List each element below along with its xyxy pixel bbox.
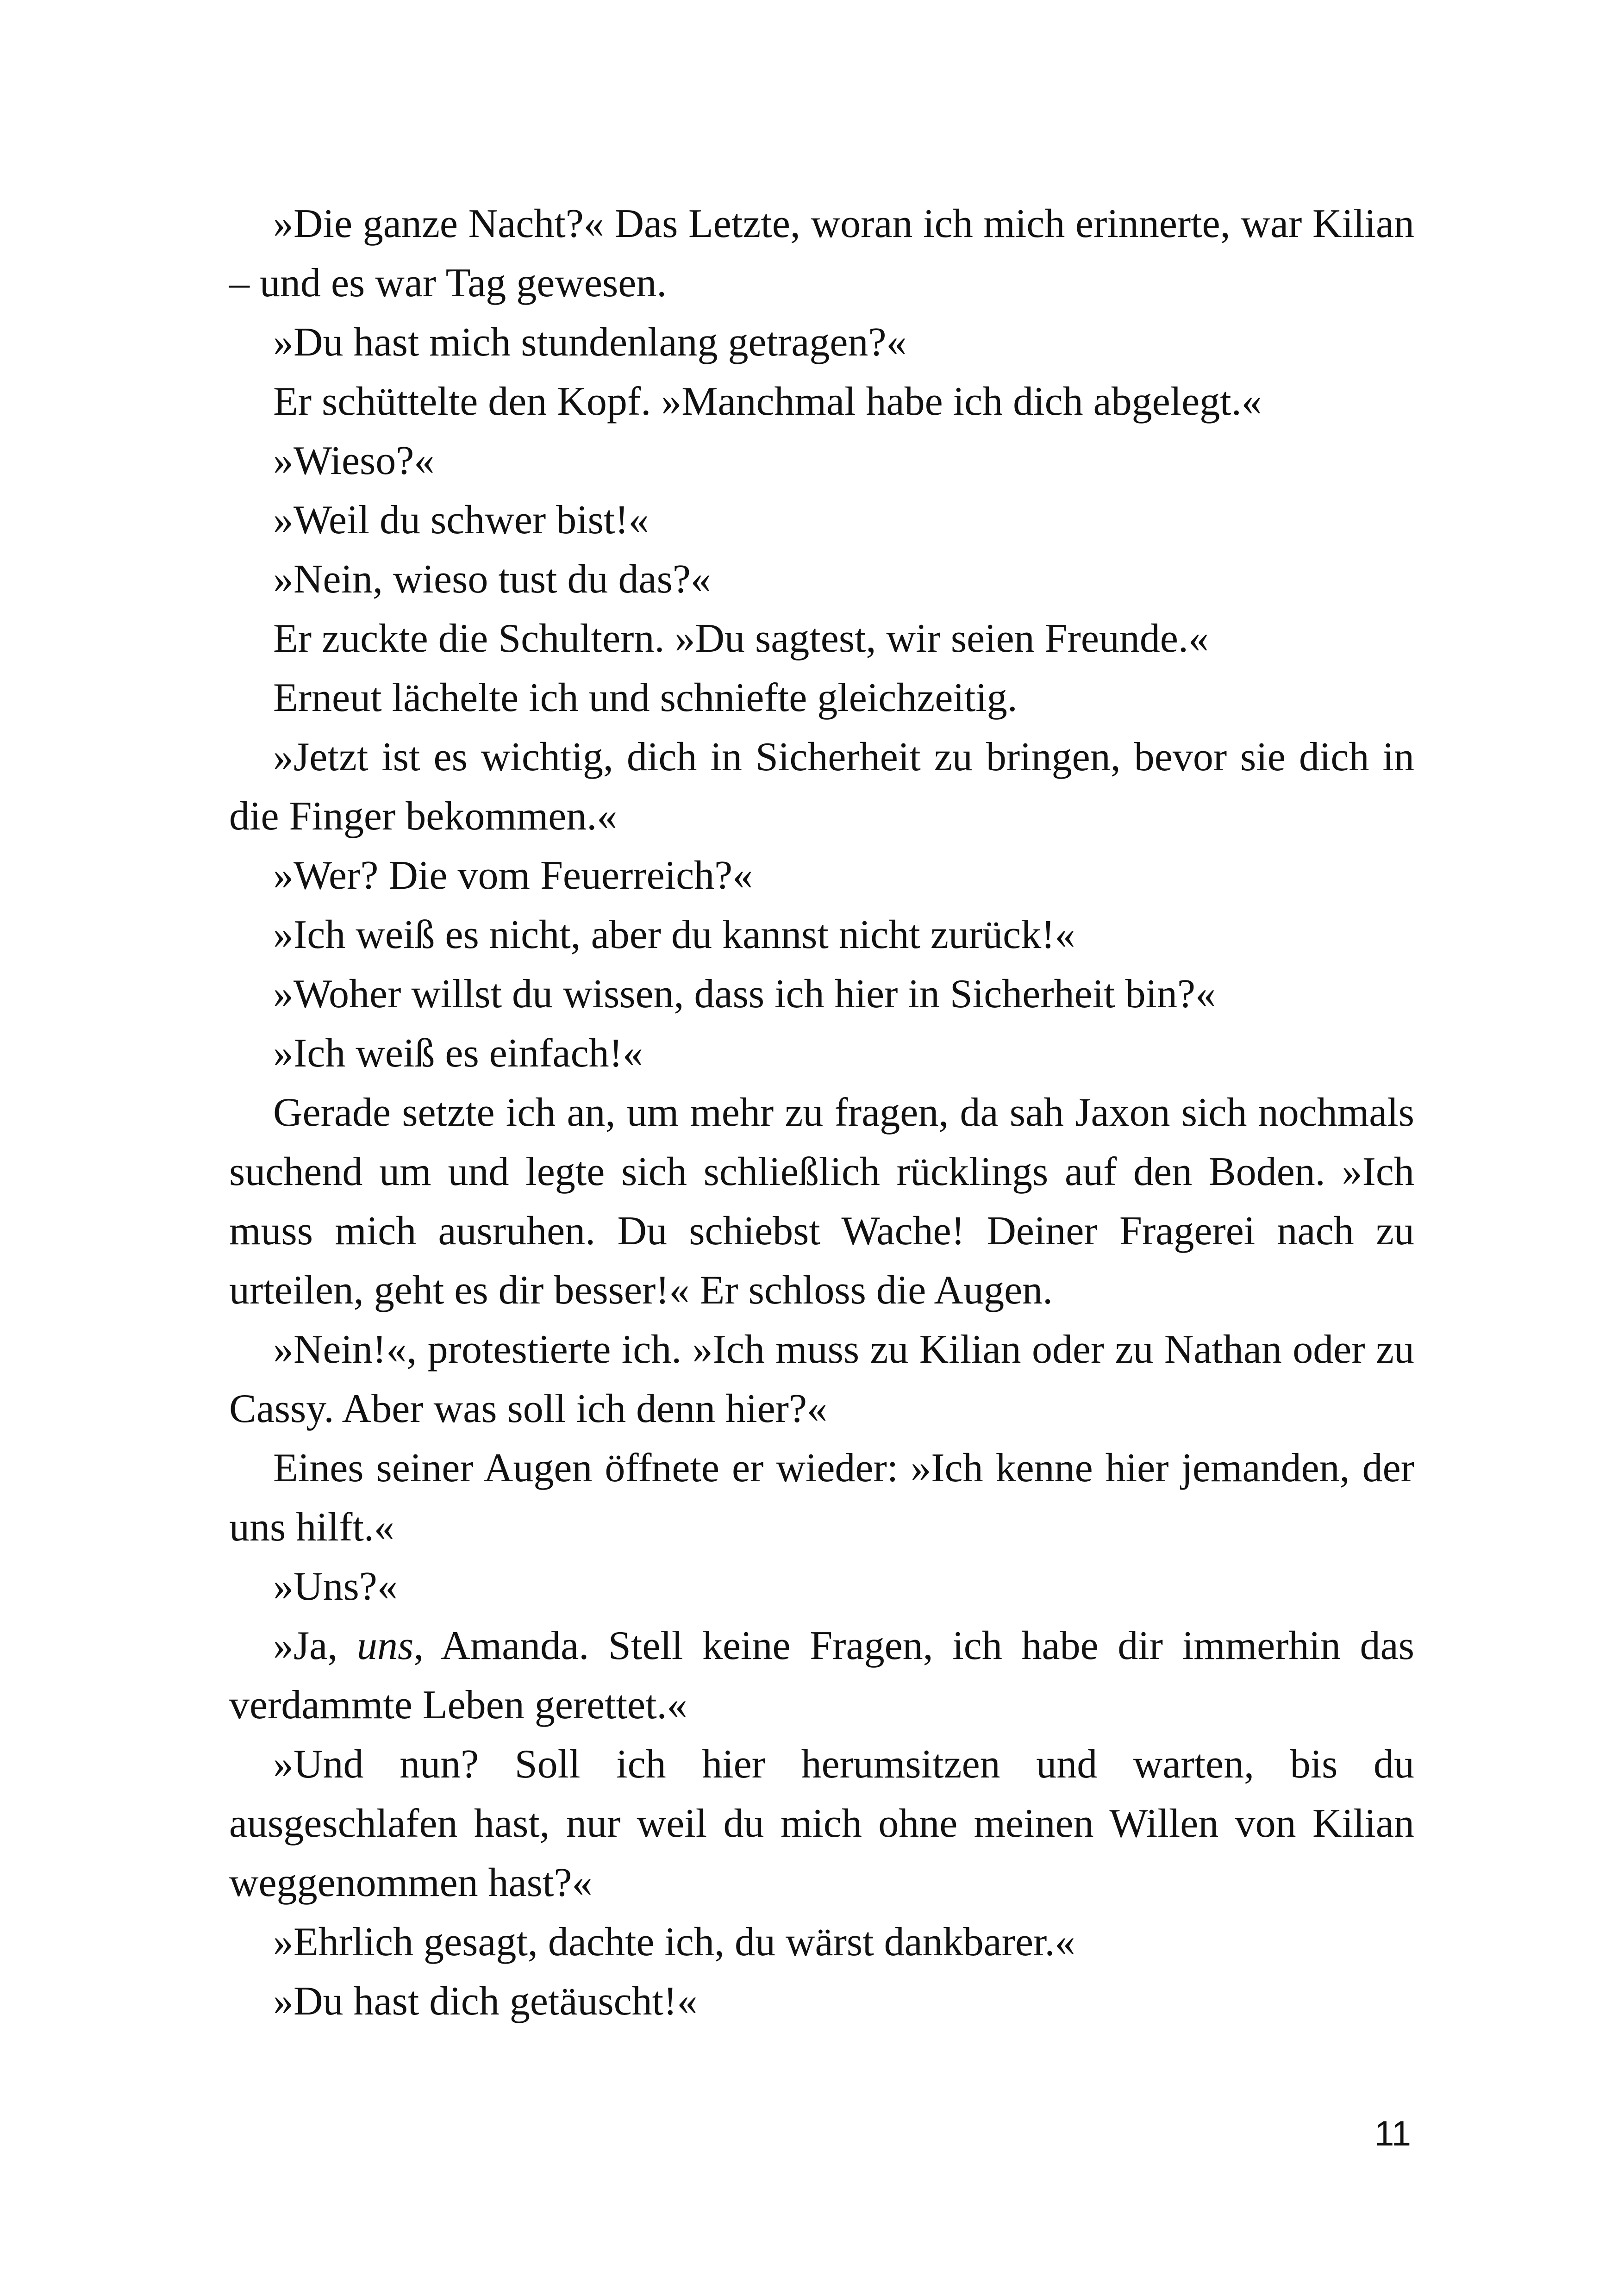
paragraph: »Uns?« (273, 1564, 398, 1609)
body-text (229, 194, 1414, 2031)
paragraph: Gerade setzte ich an, um mehr zu fragen, da sah Jaxon sich nochmals suchend um und legte sich schließlich rücklings auf den Boden. »Ich muss mich ausruhen. Du schiebst Wache! Deiner Fragerei nach zu urteilen, geht es dir besser!« Er schloss die Augen. (229, 1090, 1414, 1313)
paragraph: »Und nun? Soll ich hier herumsitzen und warten, bis du ausgeschlafen hast, nur weil du mich ohne meinen Willen von Kilian weggenommen hast?« (229, 1742, 1414, 1905)
paragraph: »Die ganze Nacht?« Das Letzte, woran ich mich erinnerte, war Kilian – und es war Tag gewesen. (229, 201, 1414, 306)
paragraph: Er zuckte die Schultern. »Du sagtest, wir seien Freunde.« (273, 616, 1209, 661)
paragraph: Eines seiner Augen öffnete er wieder: »Ich kenne hier jemanden, der uns hilft.« (229, 1446, 1414, 1550)
paragraph: Erneut lächelte ich und schniefte gleichzeitig. (273, 675, 1018, 720)
paragraph: »Wer? Die vom Feuerreich?« (273, 853, 753, 898)
paragraph: »Ich weiß es einfach!« (273, 1031, 643, 1076)
paragraph: »Nein!«, protestierte ich. »Ich muss zu Kilian oder zu Nathan oder zu Cassy. Aber was soll ich denn hier?« (229, 1327, 1414, 1431)
paragraph: »Nein, wieso tust du das?« (273, 557, 711, 602)
paragraph: »Ja, uns, Amanda. Stell keine Fragen, ich habe dir immerhin das verdammte Leben gerettet.« (229, 1623, 1414, 1727)
paragraph: »Du hast mich stundenlang getragen?« (273, 320, 907, 365)
page-number: 11 (1374, 2114, 1411, 2153)
paragraph: »Ich weiß es nicht, aber du kannst nicht zurück!« (273, 912, 1075, 957)
paragraph: »Weil du schwer bist!« (273, 498, 649, 543)
paragraph: »Ehrlich gesagt, dachte ich, du wärst dankbarer.« (273, 1920, 1075, 1964)
paragraph: Er schüttelte den Kopf. »Manchmal habe ich dich abgelegt.« (273, 379, 1262, 424)
paragraph: »Du hast dich getäuscht!« (273, 1979, 698, 2024)
paragraph: »Wieso?« (273, 438, 435, 483)
emphasis: uns, (357, 1623, 424, 1668)
paragraph: »Jetzt ist es wichtig, dich in Sicherheit zu bringen, bevor sie dich in die Finger bekommen.« (229, 735, 1414, 839)
paragraph: »Woher willst du wissen, dass ich hier in Sicherheit bin?« (273, 972, 1216, 1017)
